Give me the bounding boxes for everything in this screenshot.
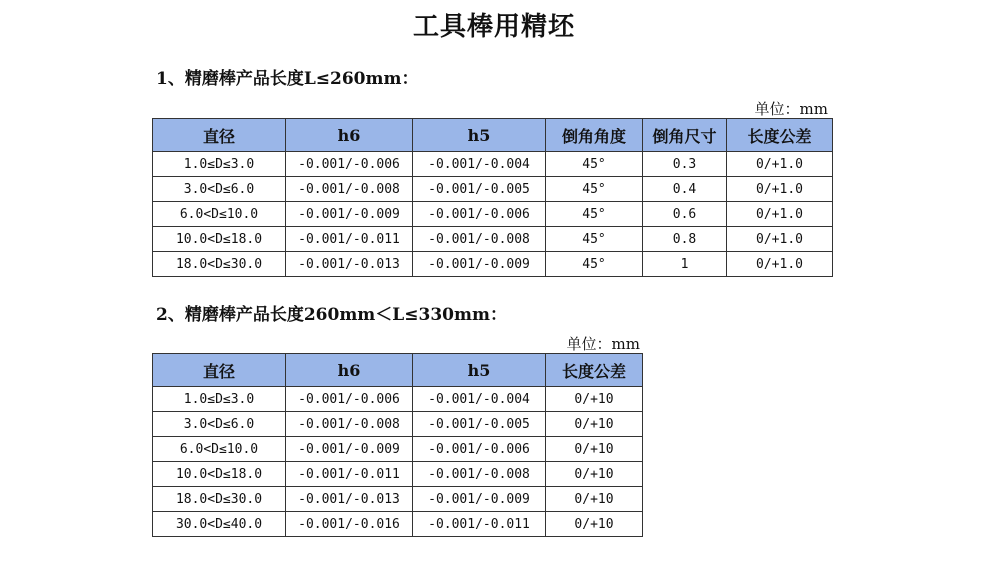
column-header-chamfer-angle: 倒角角度: [546, 119, 643, 152]
chamfer-angle-cell: 45°: [546, 227, 643, 252]
h6-cell: -0.001/-0.016: [286, 512, 413, 537]
length-tolerance-cell: 0/+1.0: [727, 252, 833, 277]
length-tolerance-cell: 0/+10: [546, 462, 643, 487]
diameter-cell: 18.0<D≤30.0: [153, 487, 286, 512]
h6-cell: -0.001/-0.011: [286, 462, 413, 487]
chamfer-size-cell: 0.8: [643, 227, 727, 252]
h5-cell: -0.001/-0.005: [413, 177, 546, 202]
diameter-cell: 1.0≤D≤3.0: [153, 387, 286, 412]
chamfer-size-cell: 0.4: [643, 177, 727, 202]
table-row: [153, 202, 833, 227]
h5-cell: -0.001/-0.006: [413, 202, 546, 227]
h5-cell: -0.001/-0.004: [413, 387, 546, 412]
diameter-cell: 1.0≤D≤3.0: [153, 152, 286, 177]
h6-cell: -0.001/-0.013: [286, 252, 413, 277]
spec-table-2: [152, 353, 643, 537]
table-row: [153, 227, 833, 252]
column-header-diameter: 直径: [153, 354, 286, 387]
diameter-cell: 3.0<D≤6.0: [153, 177, 286, 202]
table-row: [153, 387, 643, 412]
diameter-cell: 10.0<D≤18.0: [153, 462, 286, 487]
diameter-cell: 6.0<D≤10.0: [153, 437, 286, 462]
chamfer-angle-cell: 45°: [546, 252, 643, 277]
diameter-cell: 10.0<D≤18.0: [153, 227, 286, 252]
h6-cell: -0.001/-0.006: [286, 152, 413, 177]
page-title: 工具棒用精坯: [412, 12, 575, 42]
table-row: [153, 412, 643, 437]
h6-cell: -0.001/-0.009: [286, 202, 413, 227]
h5-cell: -0.001/-0.004: [413, 152, 546, 177]
diameter-cell: 3.0<D≤6.0: [153, 412, 286, 437]
diameter-cell: 30.0<D≤40.0: [153, 512, 286, 537]
chamfer-angle-cell: 45°: [546, 177, 643, 202]
length-tolerance-cell: 0/+1.0: [727, 152, 833, 177]
length-tolerance-cell: 0/+10: [546, 437, 643, 462]
chamfer-size-cell: 0.3: [643, 152, 727, 177]
h5-cell: -0.001/-0.009: [413, 252, 546, 277]
column-header-length-tolerance: 长度公差: [546, 354, 643, 387]
column-header-h6: h6: [286, 119, 413, 152]
h5-cell: -0.001/-0.011: [413, 512, 546, 537]
h6-cell: -0.001/-0.006: [286, 387, 413, 412]
section-1-heading: 1、精磨棒产品长度L≤260mm：: [156, 69, 419, 89]
table-row: [153, 152, 833, 177]
table-row: [153, 487, 643, 512]
column-header-chamfer-size: 倒角尺寸: [643, 119, 727, 152]
section-1-unit-label: 单位：mm: [754, 100, 828, 118]
length-tolerance-cell: 0/+10: [546, 412, 643, 437]
diameter-cell: 6.0<D≤10.0: [153, 202, 286, 227]
length-tolerance-cell: 0/+1.0: [727, 202, 833, 227]
table-row: [153, 177, 833, 202]
h5-cell: -0.001/-0.005: [413, 412, 546, 437]
h6-cell: -0.001/-0.008: [286, 177, 413, 202]
length-tolerance-cell: 0/+10: [546, 512, 643, 537]
section-2-heading: 2、精磨棒产品长度260mm＜L≤330mm：: [156, 305, 507, 325]
length-tolerance-cell: 0/+1.0: [727, 227, 833, 252]
chamfer-size-cell: 1: [643, 252, 727, 277]
chamfer-angle-cell: 45°: [546, 152, 643, 177]
column-header-h5: h5: [413, 119, 546, 152]
table-row: [153, 252, 833, 277]
column-header-diameter: 直径: [153, 119, 286, 152]
table-row: [153, 437, 643, 462]
h6-cell: -0.001/-0.011: [286, 227, 413, 252]
table-header-row: [153, 354, 643, 387]
column-header-h6: h6: [286, 354, 413, 387]
h5-cell: -0.001/-0.008: [413, 462, 546, 487]
chamfer-angle-cell: 45°: [546, 202, 643, 227]
diameter-cell: 18.0<D≤30.0: [153, 252, 286, 277]
h5-cell: -0.001/-0.006: [413, 437, 546, 462]
column-header-h5: h5: [413, 354, 546, 387]
table-row: [153, 512, 643, 537]
table-header-row: [153, 119, 833, 152]
table-row: [153, 462, 643, 487]
h6-cell: -0.001/-0.013: [286, 487, 413, 512]
chamfer-size-cell: 0.6: [643, 202, 727, 227]
h5-cell: -0.001/-0.008: [413, 227, 546, 252]
column-header-length-tolerance: 长度公差: [727, 119, 833, 152]
h6-cell: -0.001/-0.008: [286, 412, 413, 437]
h5-cell: -0.001/-0.009: [413, 487, 546, 512]
length-tolerance-cell: 0/+1.0: [727, 177, 833, 202]
h6-cell: -0.001/-0.009: [286, 437, 413, 462]
spec-table-1: [152, 118, 833, 277]
length-tolerance-cell: 0/+10: [546, 387, 643, 412]
length-tolerance-cell: 0/+10: [546, 487, 643, 512]
section-2-unit-label: 单位：mm: [566, 335, 640, 353]
